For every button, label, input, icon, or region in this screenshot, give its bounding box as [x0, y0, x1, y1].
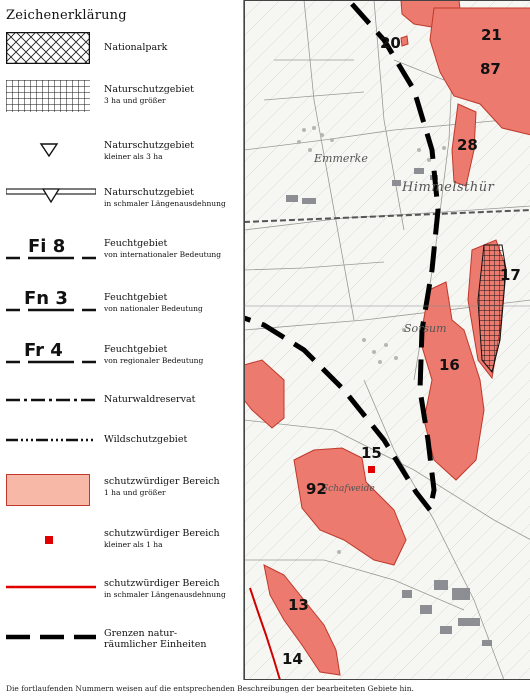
legend-item-nationalpark — [0, 30, 243, 66]
legend-label: schutzwürdiger Bereich — [104, 476, 220, 487]
legend-label: Feuchtgebiet — [104, 344, 168, 355]
legend-label: Naturschutzgebiet — [104, 187, 194, 198]
legend-item-nsg-small — [0, 138, 243, 168]
place-schafweide: Schafweide — [322, 484, 375, 494]
legend-sub: in schmaler Längenausdehnung — [104, 199, 226, 208]
thick-dash-line-symbol — [6, 630, 96, 644]
legend-item-boundary — [0, 626, 243, 660]
legend-item-nsg-large — [0, 78, 243, 116]
legend-label: schutzwürdiger Bereich — [104, 578, 220, 589]
legend-sub: kleiner als 3 ha — [104, 152, 163, 161]
area-number-21: 21 — [481, 26, 502, 44]
area-number-20: 20 — [380, 34, 401, 52]
place-emmerke: Emmerke — [314, 152, 368, 165]
place-sorsum: Sorsum — [404, 322, 447, 335]
map-drawing — [244, 0, 530, 680]
area-number-15: 15 — [361, 444, 382, 462]
area-number-14: 14 — [282, 650, 303, 668]
area-number-13: 13 — [288, 596, 309, 614]
legend-item-sb-narrow — [0, 578, 243, 608]
red-line-symbol — [6, 582, 96, 592]
legend-label: Wildschutzgebiet — [104, 434, 188, 445]
nsg-grid-symbol — [6, 80, 90, 112]
area-number-17: 17 — [500, 266, 521, 284]
legend-sub: von internationaler Bedeutung — [104, 250, 222, 259]
red-square-symbol — [6, 534, 90, 548]
topographic-map — [243, 0, 530, 680]
legend-label: schutzwürdiger Bereich — [104, 528, 220, 539]
legend-item-naturwald — [0, 392, 243, 412]
legend-sub: von nationaler Bedeutung — [104, 304, 203, 313]
area-15-marker — [368, 466, 375, 473]
wetland-code: Fi 8 — [28, 236, 66, 257]
legend-sub: von regionaler Bedeutung — [104, 356, 204, 365]
place-himmelsthuer: Himmelsthür — [402, 180, 495, 195]
nsg-narrow-symbol — [6, 186, 96, 208]
legend-label-continued: räumlicher Einheiten — [104, 639, 207, 650]
legend-sub: 1 ha und größer — [104, 488, 166, 497]
area-number-28: 28 — [457, 136, 478, 154]
dash-dot-line-symbol — [6, 394, 96, 406]
legend-item-fr — [0, 336, 243, 370]
legend-label: Naturwaldreservat — [104, 394, 196, 405]
legend-item-sb-large — [0, 470, 243, 510]
legend-item-nsg-narrow — [0, 186, 243, 216]
legend-label: Nationalpark — [104, 42, 168, 53]
nationalpark-symbol — [6, 32, 90, 64]
legend-item-fn — [0, 284, 243, 318]
triangle-symbol — [6, 138, 90, 160]
legend-label: Naturschutzgebiet — [104, 84, 194, 95]
legend-label: Feuchtgebiet — [104, 238, 168, 249]
area-number-16: 16 — [439, 356, 460, 374]
wetland-code: Fn 3 — [24, 288, 68, 309]
legend-label: Grenzen natur- — [104, 628, 178, 639]
legend-label: Naturschutzgebiet — [104, 140, 194, 151]
area-20 — [401, 36, 408, 46]
red-area-symbol — [6, 474, 90, 506]
legend-item-fi — [0, 232, 243, 266]
legend — [0, 0, 243, 680]
legend-item-wildschutz — [0, 432, 243, 452]
legend-sub: kleiner als 1 ha — [104, 540, 163, 549]
area-number-87: 87 — [480, 60, 501, 78]
legend-item-sb-small — [0, 528, 243, 558]
legend-sub: 3 ha und größer — [104, 96, 166, 105]
wetland-code: Fr 4 — [24, 340, 63, 361]
legend-sub: in schmaler Längenausdehnung — [104, 590, 226, 599]
legend-title: Zeichenerklärung — [6, 8, 127, 23]
footer-note: Die fortlaufenden Nummern weisen auf die entsprechenden Beschreibungen der bearbeiteten Gebiete hin. — [6, 684, 414, 693]
dash-dots-line-symbol — [6, 434, 96, 446]
area-number-92: 92 — [306, 480, 327, 498]
legend-label: Feuchtgebiet — [104, 292, 168, 303]
